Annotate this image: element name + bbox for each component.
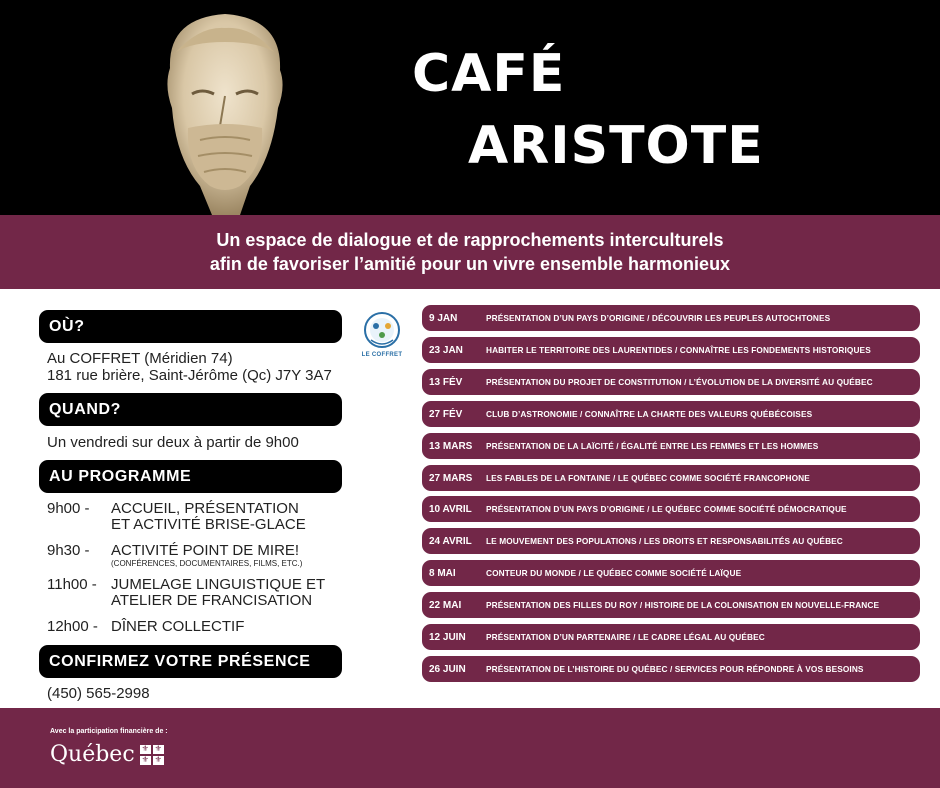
program-desc-subtext: (CONFÉRENCES, DOCUMENTAIRES, FILMS, ETC.): [111, 559, 303, 568]
program-item: [47, 543, 347, 571]
program-desc-line: JUMELAGE LINGUISTIQUE ET: [111, 576, 326, 593]
header-banner: [0, 0, 940, 215]
program-item: [47, 577, 347, 611]
phone-number: (450) 565-2998: [47, 685, 150, 702]
schedule-topic: LE MOUVEMENT DES POPULATIONS / LES DROITS ET RESPONSABILITÉS AU QUÉBEC: [486, 536, 843, 546]
schedule-date: 27 MARS: [429, 472, 473, 484]
title-line-2: ARISTOTE: [468, 116, 764, 176]
schedule-topic: PRÉSENTATION DU PROJET DE CONSTITUTION / L’ÉVOLUTION DE LA DIVERSITÉ AU QUÉBEC: [486, 377, 873, 387]
where-line-2: 181 rue brière, Saint-Jérôme (Qc) J7Y 3A7: [47, 367, 332, 384]
tagline-band: [0, 215, 940, 289]
schedule-row: [422, 465, 920, 491]
program-item: [47, 619, 347, 637]
logo-label: LE COFFRET: [361, 352, 403, 358]
program-heading: AU PROGRAMME: [39, 460, 342, 493]
schedule-row: [422, 528, 920, 554]
aristotle-bust-image: [140, 8, 310, 215]
quebec-logo: [50, 742, 164, 767]
schedule-date: 23 JAN: [429, 344, 463, 356]
le-coffret-logo: [357, 310, 407, 364]
confirm-heading: CONFIRMEZ VOTRE PRÉSENCE: [39, 645, 342, 678]
schedule-topic: PRÉSENTATION DES FILLES DU ROY / HISTOIRE DE LA COLONISATION EN NOUVELLE-FRANCE: [486, 600, 880, 610]
schedule-topic: PRÉSENTATION D’UN PARTENAIRE / LE CADRE LÉGAL AU QUÉBEC: [486, 632, 765, 642]
schedule-date: 12 JUIN: [429, 631, 466, 643]
schedule-row: [422, 369, 920, 395]
where-heading: OÙ?: [39, 310, 342, 343]
title-line-1: CAFÉ: [412, 44, 566, 104]
schedule-row: [422, 337, 920, 363]
schedule-row: [422, 433, 920, 459]
schedule-date: 10 AVRIL: [429, 503, 472, 515]
coffret-emblem-icon: [357, 310, 407, 352]
schedule-topic: PRÉSENTATION DE LA LAÏCITÉ / ÉGALITÉ ENTRE LES FEMMES ET LES HOMMES: [486, 441, 819, 451]
schedule-row: [422, 656, 920, 682]
schedule-row: [422, 560, 920, 586]
schedule-date: 22 MAI: [429, 599, 462, 611]
when-text: Un vendredi sur deux à partir de 9h00: [47, 434, 299, 451]
program-desc: [111, 501, 351, 533]
schedule-row: [422, 401, 920, 427]
program-desc-line: DÎNER COLLECTIF: [111, 618, 245, 635]
schedule-topic: PRÉSENTATION D’UN PAYS D’ORIGINE / LE QUÉBEC COMME SOCIÉTÉ DÉMOCRATIQUE: [486, 504, 847, 514]
schedule-date: 26 JUIN: [429, 663, 466, 675]
program-time: 12h00 -: [47, 618, 98, 635]
schedule-row: [422, 305, 920, 331]
program-desc-line: ACCUEIL, PRÉSENTATION: [111, 500, 299, 517]
program-desc: [111, 577, 351, 609]
program-time: 11h00 -: [47, 576, 97, 593]
program-item: [47, 501, 347, 535]
schedule-row: [422, 592, 920, 618]
schedule-date: 24 AVRIL: [429, 535, 472, 547]
schedule-date: 13 FÉV: [429, 376, 463, 388]
schedule-date: 27 FÉV: [429, 408, 463, 420]
program-time: 9h00 -: [47, 500, 90, 517]
schedule-date: 9 JAN: [429, 312, 458, 324]
tagline-line-1: Un espace de dialogue et de rapprochements interculturels: [216, 230, 724, 250]
schedule-row: [422, 624, 920, 650]
funding-note: Avec la participation financière de :: [50, 728, 168, 735]
when-heading: QUAND?: [39, 393, 342, 426]
schedule-topic: PRÉSENTATION D’UN PAYS D’ORIGINE / DÉCOUVRIR LES PEUPLES AUTOCHTONES: [486, 313, 831, 323]
tagline-line-2: afin de favoriser l’amitié pour un vivre ensemble harmonieux: [209, 254, 731, 274]
program-desc: [111, 619, 351, 635]
schedule-date: 13 MARS: [429, 440, 473, 452]
where-line-1: Au COFFRET (Méridien 74): [47, 350, 233, 367]
quebec-wordmark: Québec: [50, 742, 135, 767]
program-desc-line: ET ACTIVITÉ BRISE-GLACE: [111, 516, 306, 533]
schedule-topic: CONTEUR DU MONDE / LE QUÉBEC COMME SOCIÉTÉ LAÏQUE: [486, 568, 742, 578]
schedule-topic: LES FABLES DE LA FONTAINE / LE QUÉBEC COMME SOCIÉTÉ FRANCOPHONE: [486, 473, 810, 483]
schedule-topic: PRÉSENTATION DE L’HISTOIRE DU QUÉBEC / SERVICES POUR RÉPONDRE À VOS BESOINS: [486, 664, 864, 674]
schedule-topic: HABITER LE TERRITOIRE DES LAURENTIDES / CONNAÎTRE LES FONDEMENTS HISTORIQUES: [486, 345, 871, 355]
program-desc-line: ATELIER DE FRANCISATION: [111, 592, 313, 609]
program-desc-line: ACTIVITÉ POINT DE MIRE!: [111, 542, 300, 559]
schedule-row: [422, 496, 920, 522]
schedule-topic: CLUB D’ASTRONOMIE / CONNAÎTRE LA CHARTE DES VALEURS QUÉBÉCOISES: [486, 409, 813, 419]
fleur-de-lis-flag-icon: ⚜ ⚜ ⚜ ⚜: [141, 744, 162, 764]
footer-band: [0, 708, 940, 788]
program-time: 9h30 -: [47, 542, 90, 559]
schedule-date: 8 MAI: [429, 567, 456, 579]
program-desc: [111, 543, 351, 568]
